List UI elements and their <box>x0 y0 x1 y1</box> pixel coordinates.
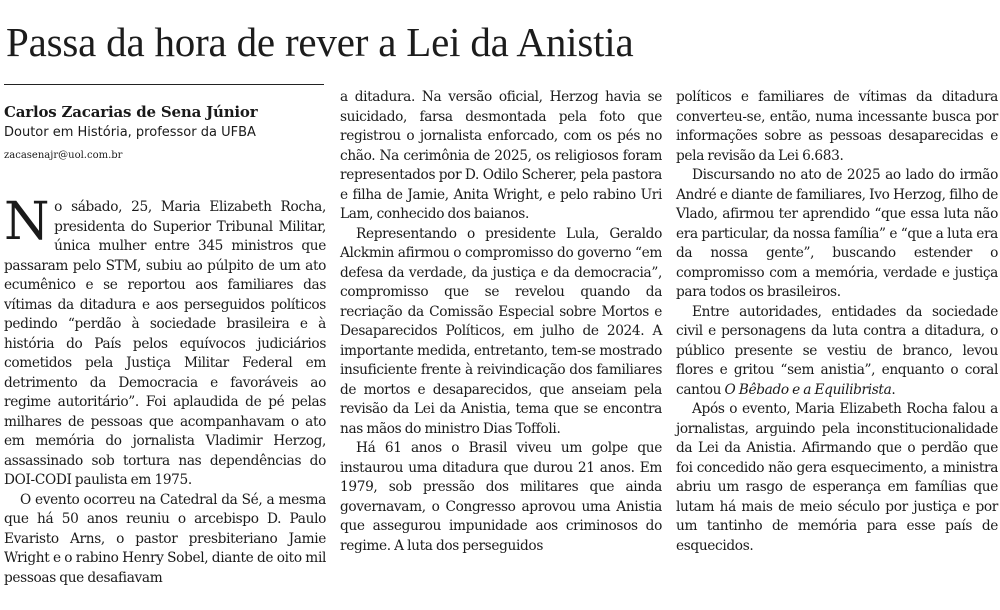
article-paragraph-7: Após o evento, Maria Elizabeth Rocha falou a jornalistas, arguindo pela inconstitucionalidade da Lei da Anistia. Afirmando que o perdão que foi concedido não gera esquecimento, a ministra abriu um rasgo de esperança em famílias que lutam há mais de meio século por justiça e por um tantinho de memória para esse país de esquecidos. <box>676 401 998 554</box>
headline: Passa da hora de rever a Lei da Anistia <box>6 19 634 65</box>
author-name: Carlos Zacarias de Sena Júnior <box>4 103 258 121</box>
author-email: zacasenajr@uol.com.br <box>4 150 123 161</box>
article-paragraph-2-part-1 <box>4 491 326 589</box>
article-paragraph-3: Representando o presidente Lula, Geraldo Alckmin afirmou o compromisso do governo “em defesa da verdade, da justiça e da democracia”, compromisso que se revelou quando da recriação da Comissão Especial sobre Mortos e Desaparecidos Políticos, em julho de 2024. A importante medida, entretanto, tem-se mostrado insuficiente frente à reivindicação dos familiares de mortos e desaparecidos, que anseiam pela revisão da Lei da Anistia, tema que se encontra nas mãos do ministro Dias Toffoli. <box>340 225 662 437</box>
paragraph-4-text-a: Há 61 anos o Brasil viveu um golpe que instaurou uma ditadura que durou 21 anos. Em 1979, sob pressão dos militares que ainda governavam, o Congresso aprovou uma Anistia que assegurou impunidade aos criminosos do regime. A luta dos perseguidos <box>340 440 662 554</box>
drop-cap: N <box>4 192 50 252</box>
byline <box>4 84 324 162</box>
paragraph-4-text-b: políticos e familiares de vítimas da ditadura converteu-se, então, numa incessante busca por informações sobre as pessoas desaparecidas e pela revisão da Lei 6.683. <box>676 89 998 164</box>
article-paragraph-5: Discursando no ato de 2025 ao lado do irmão André e diante de familiares, Ivo Herzog, filho de Vlado, afirmou ter aprendido “que essa luta não era particular, da nossa família” e “que a luta era da nossa gente”, buscando estender o compromisso com a memória, verdade e justiça para todos os brasileiros. <box>676 167 998 300</box>
article-paragraph-6 <box>676 303 998 401</box>
paragraph-1-text: o sábado, 25, Maria Elizabeth Rocha, presidenta do Superior Tribunal Militar, única mulher entre 345 ministros que passaram pelo STM, subiu ao púlpito de um ato ecumênico e se reportou aos familiares das vítimas da ditadura e aos perseguidos políticos pedindo “perdão à sociedade brasileira e à história do País pelos equívocos judiciários cometidos pela Justiça Militar Federal em detrimento da Democracia e favoráveis ao regime autoritário”. Foi aplaudida de pé pelas milhares de pessoas que acompanhavam o ato em memória do jornalista Vladimir Herzog, assassinado sob tortura nas dependências do DOI-CODI paulista em 1975. <box>4 199 326 488</box>
article-column-2 <box>340 88 662 556</box>
author-role: Doutor em História, professor da UFBA <box>4 125 256 140</box>
paragraph-6-text: Entre autoridades, entidades da sociedade civil e personagens da luta contra a ditadura, o público presente se vestiu de branco, levou flores e gritou “sem anistia”, enquanto o coral cantou <box>676 303 998 398</box>
article-paragraph-4-part-1 <box>340 439 662 556</box>
paragraph-2-text-b: a ditadura. Na versão oficial, Herzog havia se suicidado, farsa desmontada pela foto que registrou o jornalista enforcado, com os pés no chão. Na cerimônia de 2025, os religiosos foram representados por D. Odilo Scherer, pela pastora e filha de Jamie, Anita Wright, e pelo rabino Uri Lam, conhecido dos baianos. <box>340 89 662 222</box>
paragraph-2-text-a: O evento ocorreu na Catedral da Sé, a mesma que há 50 anos reuniu o arcebispo D. Paulo Evaristo Arns, o pastor presbiteriano Jamie Wright e o rabino Henry Sobel, diante de oito mil pessoas que desafiavam <box>4 491 326 586</box>
article-column-3 <box>676 88 998 556</box>
article-paragraph-1 <box>4 192 326 491</box>
article-column-1 <box>4 192 326 588</box>
paragraph-6-end: . <box>891 381 896 398</box>
article-paragraph-2-part-2 <box>340 88 662 225</box>
article-paragraph-4-part-2 <box>676 88 998 166</box>
song-title: O Bêbado e a Equilibrista <box>724 381 892 398</box>
